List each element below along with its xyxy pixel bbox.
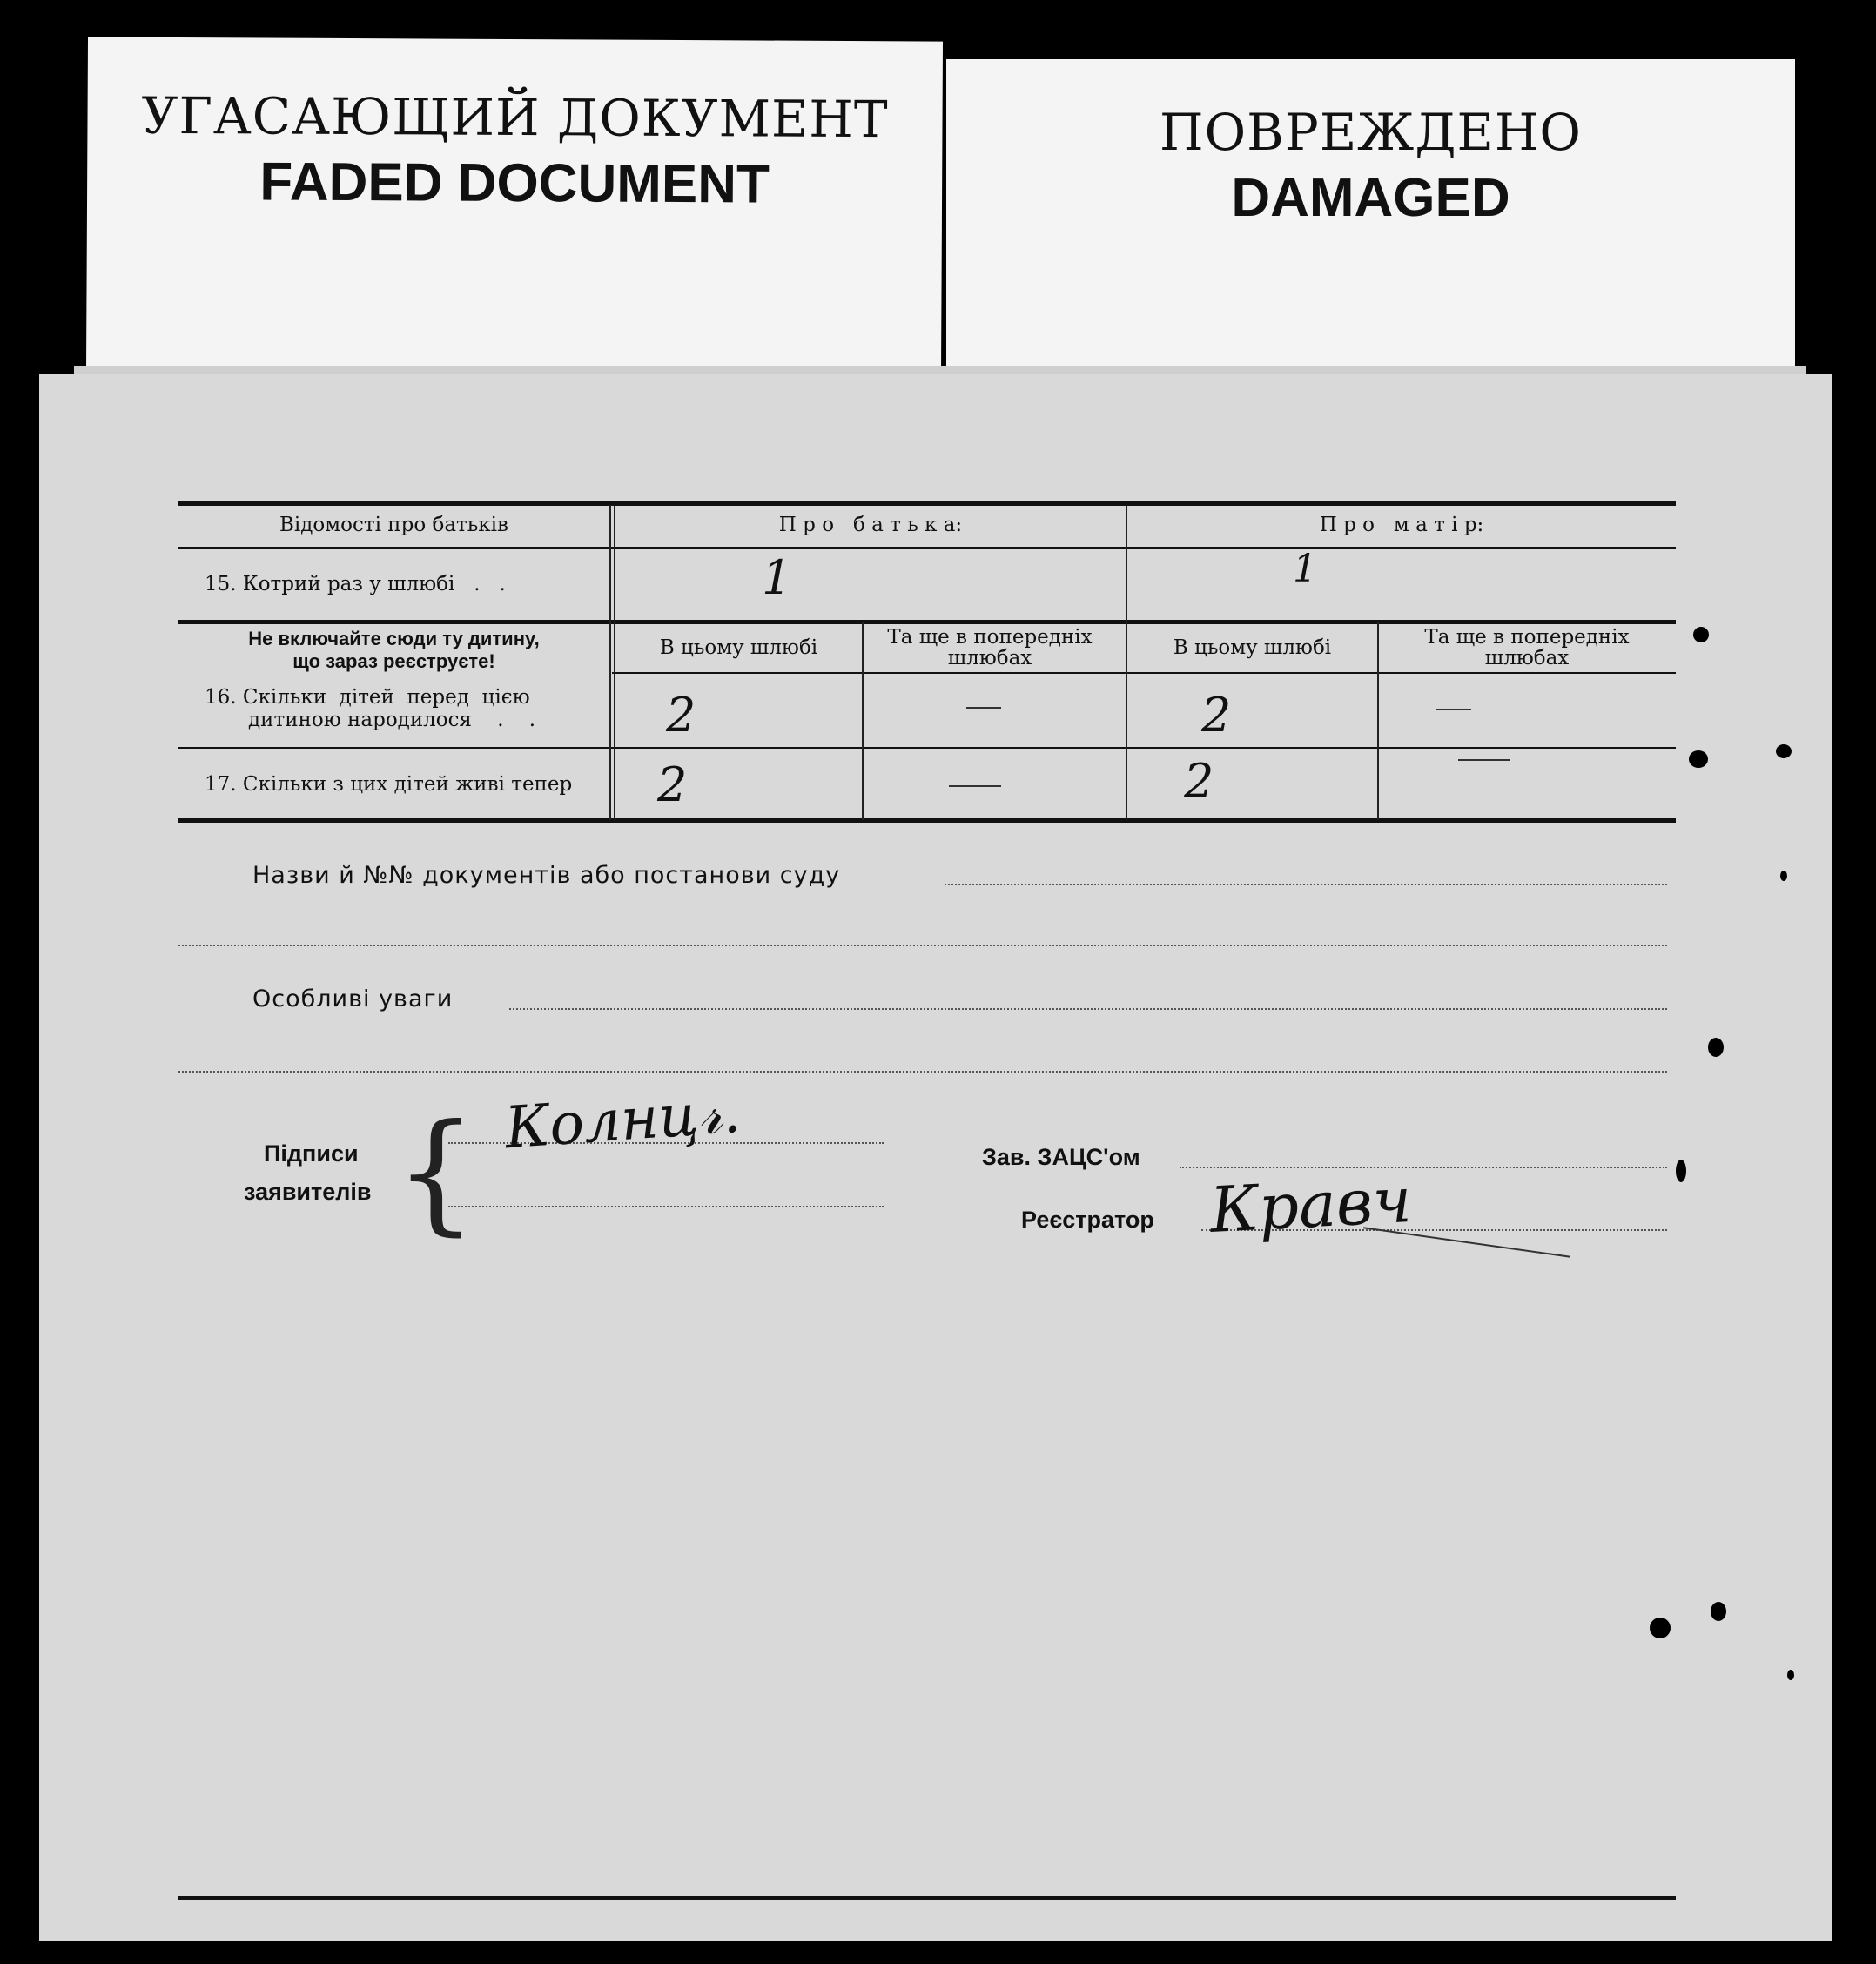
damage-hole bbox=[1776, 744, 1792, 758]
exclude-note-line2: що зараз реєструєте! bbox=[292, 650, 495, 672]
subhead-mother-this-marriage: В цьому шлюбі bbox=[1173, 636, 1332, 659]
row17-mother-prev-dash bbox=[1458, 759, 1510, 761]
registrar-label: Реєстратор bbox=[1021, 1207, 1154, 1233]
row17-mother-this-value: 2 bbox=[1184, 754, 1214, 809]
row16-rule bbox=[178, 747, 1676, 749]
row17-father-this-value: 2 bbox=[657, 757, 688, 812]
signatures-brace: { bbox=[394, 1097, 478, 1248]
damage-hole bbox=[1650, 1618, 1671, 1638]
header-parents-info: Відомості про батьків bbox=[279, 514, 508, 536]
damage-hole bbox=[1780, 871, 1787, 881]
col-divider-1 bbox=[609, 505, 611, 820]
row17-father-prev-dash bbox=[949, 785, 1001, 787]
documents-label: Назви й №№ документів або постанови суду bbox=[252, 862, 841, 889]
damage-hole bbox=[1711, 1602, 1726, 1621]
header-rule bbox=[178, 547, 1676, 549]
row16-label-line2: дитиною народилося . . bbox=[248, 709, 536, 731]
bottom-rule bbox=[178, 1896, 1676, 1900]
damage-hole bbox=[1693, 627, 1709, 642]
applicants-signatures-label-line2: заявителів bbox=[244, 1179, 372, 1205]
exclude-note-line1: Не включайте сюди ту дитину, bbox=[248, 628, 540, 649]
damage-hole bbox=[1708, 1038, 1724, 1057]
damage-hole bbox=[1787, 1670, 1794, 1680]
applicant-signature-image: Колнц𝓇. bbox=[502, 1078, 743, 1162]
subhead-father-this-marriage: В цьому шлюбі bbox=[659, 636, 818, 659]
applicants-signatures-label-line1: Підписи bbox=[264, 1140, 359, 1167]
applicant-signature-line-2 bbox=[448, 1206, 884, 1207]
col-divider-3 bbox=[1126, 505, 1127, 820]
subhead-mother-prev-line1: Та ще в попередніх bbox=[1424, 626, 1630, 649]
damage-hole bbox=[1689, 750, 1708, 768]
row16-father-this-value: 2 bbox=[666, 688, 696, 743]
subhead-father-prev-line1: Та ще в попередніх bbox=[887, 626, 1093, 649]
remarks-line-2 bbox=[178, 1071, 1667, 1073]
document-sheet bbox=[39, 374, 1832, 1941]
row16-mother-this-value: 2 bbox=[1201, 688, 1232, 743]
documents-line-1 bbox=[945, 884, 1667, 885]
registrar-signature-image: Кравч bbox=[1207, 1163, 1414, 1247]
faded-label-en: FADED DOCUMENT bbox=[259, 151, 770, 215]
row16-mother-prev-dash bbox=[1436, 709, 1471, 710]
row15-rule bbox=[178, 620, 1676, 624]
row15-label: 15. Котрий раз у шлюбі . . bbox=[205, 573, 506, 595]
registrar-signature-flourish bbox=[1363, 1227, 1570, 1257]
faded-label-ru: УГАСАЮЩИЙ ДОКУМЕНТ bbox=[141, 85, 889, 150]
subhead-father-prev-line2: шлюбах bbox=[947, 647, 1032, 669]
subhead-mother-prev-line2: шлюбах bbox=[1484, 647, 1570, 669]
col-divider-1b bbox=[614, 505, 615, 820]
row15-father-value: 1 bbox=[762, 550, 792, 605]
remarks-label: Особливі уваги bbox=[252, 985, 454, 1012]
header-father: П р о б а т ь к а: bbox=[778, 514, 963, 536]
remarks-line-1 bbox=[509, 1008, 1667, 1010]
damaged-label-en: DAMAGED bbox=[1231, 168, 1510, 228]
row16-label-line1: 16. Скільки дітей перед цією bbox=[205, 686, 530, 709]
table-bottom-rule bbox=[178, 818, 1676, 823]
head-of-registry-label: Зав. ЗАЦС'ом bbox=[982, 1144, 1140, 1170]
faded-document-tag bbox=[86, 37, 943, 376]
damaged-label-ru: ПОВРЕЖДЕНО bbox=[1160, 103, 1582, 162]
subhead-rule bbox=[612, 672, 1676, 674]
damaged-tag bbox=[946, 59, 1795, 377]
head-of-registry-line bbox=[1180, 1167, 1667, 1168]
documents-line-2 bbox=[178, 945, 1667, 946]
row17-label: 17. Скільки з цих дітей живі тепер bbox=[205, 773, 573, 796]
row16-father-prev-dash bbox=[966, 707, 1001, 709]
table-top-rule bbox=[178, 501, 1676, 506]
damage-hole bbox=[1676, 1160, 1686, 1182]
header-mother: П р о м а т і р: bbox=[1319, 514, 1484, 536]
row15-mother-value: 1 bbox=[1293, 547, 1317, 591]
